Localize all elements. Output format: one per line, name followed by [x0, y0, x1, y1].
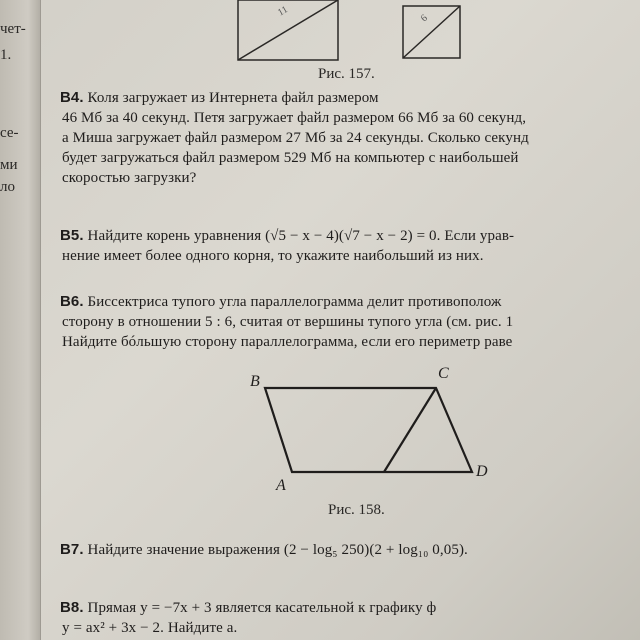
problem-b4: [60, 88, 529, 188]
problem-b8: [60, 598, 436, 638]
problem-b5: [60, 226, 514, 266]
problem-number: B8.: [60, 599, 84, 616]
parallelogram: [265, 388, 472, 472]
problem-text-line: Найдите значение выражения (2 − log₅ 250)(2 + log₁₀ 0,05).: [87, 542, 468, 558]
gutter-line: 1.: [0, 47, 12, 63]
fig157-left-diagonal: [238, 0, 338, 60]
left-page-edge: [0, 0, 41, 640]
problem-text-line: Найдите бóльшую сторону параллелограмма, если его периметр раве: [62, 334, 513, 350]
problem-text-line: Биссектриса тупого угла параллелограмма делит противополож: [87, 294, 502, 310]
vertex-label-b: B: [250, 373, 260, 390]
problem-text-line: Найдите корень уравнения (√5 − x − 4)(√7 − x − 2) = 0. Если урав-: [87, 228, 515, 244]
problem-text-line: Прямая y = −7x + 3 является касательной к графику ф: [87, 600, 437, 616]
problem-number: B4.: [60, 89, 84, 106]
figure-157-caption: Рис. 157.: [318, 66, 375, 82]
problem-text-line: Коля загружает из Интернета файл размером: [87, 90, 379, 106]
problem-text-line: нение имеет более одного корня, то укажите наибольший из них.: [62, 248, 484, 264]
figure-158-caption: Рис. 158.: [328, 502, 385, 518]
gutter-line: ми: [0, 157, 18, 173]
vertex-label-c: C: [438, 365, 449, 382]
problem-text-line: а Миша загружает файл размером 27 Мб за 24 секунды. Сколько секунд: [62, 130, 529, 146]
problem-number: B6.: [60, 293, 84, 310]
gutter-line: ло: [0, 179, 15, 195]
fig157-right-diagonal: [403, 6, 460, 58]
problem-text-line: y = ax² + 3x − 2. Найдите a.: [62, 620, 238, 636]
problem-b6: [60, 292, 513, 352]
problem-text-line: сторону в отношении 5 : 6, считая от вершины тупого угла (см. рис. 1: [62, 314, 514, 330]
gutter-line: се-: [0, 125, 19, 141]
fig157-left-label: 11: [276, 4, 290, 19]
problem-text-line: будет загружаться файл размером 529 Мб на компьютер с наибольшей: [62, 150, 519, 166]
problem-b7: [60, 540, 468, 560]
vertex-label-d: D: [476, 463, 488, 480]
gutter-line: чет-: [0, 21, 26, 37]
problem-text-line: скоростью загрузки?: [62, 170, 197, 186]
vertex-label-a: A: [276, 477, 286, 494]
bisector-line: [384, 388, 436, 472]
problem-number: B5.: [60, 227, 84, 244]
problem-text-line: 46 Мб за 40 секунд. Петя загружает файл размером 66 Мб за 60 секунд,: [62, 110, 527, 126]
problem-number: B7.: [60, 541, 84, 558]
fig157-right-label: 6: [418, 12, 430, 25]
figure-158: [240, 358, 510, 498]
figure-157: [228, 0, 488, 66]
